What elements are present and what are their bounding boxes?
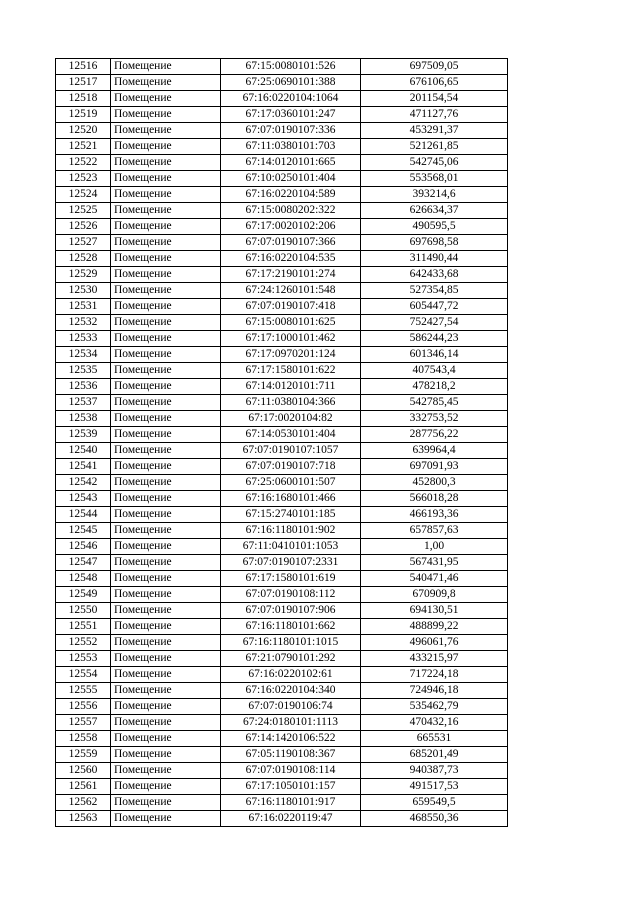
cadastral-number-cell: 67:17:1580101:619 [221, 571, 361, 587]
value-cell: 478218,2 [361, 379, 508, 395]
object-type-cell: Помещение [111, 731, 221, 747]
table-row [56, 235, 508, 251]
cadastral-number-cell: 67:25:0690101:388 [221, 75, 361, 91]
value-cell: 470432,16 [361, 715, 508, 731]
row-number-cell: 12532 [56, 315, 111, 331]
value-cell: 488899,22 [361, 619, 508, 635]
object-type-cell: Помещение [111, 171, 221, 187]
row-number-cell: 12541 [56, 459, 111, 475]
value-cell: 567431,95 [361, 555, 508, 571]
value-cell: 605447,72 [361, 299, 508, 315]
object-type-cell: Помещение [111, 635, 221, 651]
object-type-cell: Помещение [111, 299, 221, 315]
value-cell: 453291,37 [361, 123, 508, 139]
object-type-cell: Помещение [111, 491, 221, 507]
table-row [56, 91, 508, 107]
object-type-cell: Помещение [111, 139, 221, 155]
table-row [56, 699, 508, 715]
table-row [56, 219, 508, 235]
table-row [56, 347, 508, 363]
table-row [56, 283, 508, 299]
cadastral-number-cell: 67:24:0180101:1113 [221, 715, 361, 731]
value-cell: 311490,44 [361, 251, 508, 267]
cadastral-number-cell: 67:16:1180101:1015 [221, 635, 361, 651]
object-type-cell: Помещение [111, 267, 221, 283]
value-cell: 496061,76 [361, 635, 508, 651]
cadastral-number-cell: 67:07:0190107:336 [221, 123, 361, 139]
table-row [56, 731, 508, 747]
cadastral-number-cell: 67:11:0380104:366 [221, 395, 361, 411]
value-cell: 468550,36 [361, 811, 508, 827]
row-number-cell: 12529 [56, 267, 111, 283]
object-type-cell: Помещение [111, 507, 221, 523]
value-cell: 940387,73 [361, 763, 508, 779]
object-type-cell: Помещение [111, 651, 221, 667]
table-row [56, 331, 508, 347]
value-cell: 697698,58 [361, 235, 508, 251]
row-number-cell: 12517 [56, 75, 111, 91]
cadastral-number-cell: 67:16:0220102:61 [221, 667, 361, 683]
value-cell: 201154,54 [361, 91, 508, 107]
object-type-cell: Помещение [111, 75, 221, 91]
row-number-cell: 12533 [56, 331, 111, 347]
object-type-cell: Помещение [111, 203, 221, 219]
value-cell: 407543,4 [361, 363, 508, 379]
table-row [56, 779, 508, 795]
row-number-cell: 12526 [56, 219, 111, 235]
value-cell: 601346,14 [361, 347, 508, 363]
row-number-cell: 12516 [56, 59, 111, 75]
table-row [56, 795, 508, 811]
cadastral-number-cell: 67:16:0220104:589 [221, 187, 361, 203]
cadastral-number-cell: 67:14:1420106:522 [221, 731, 361, 747]
table-row [56, 155, 508, 171]
value-cell: 1,00 [361, 539, 508, 555]
table-row [56, 59, 508, 75]
row-number-cell: 12519 [56, 107, 111, 123]
object-type-cell: Помещение [111, 59, 221, 75]
cadastral-number-cell: 67:11:0380101:703 [221, 139, 361, 155]
cadastral-number-cell: 67:17:0970201:124 [221, 347, 361, 363]
cadastral-number-cell: 67:17:0020104:82 [221, 411, 361, 427]
object-type-cell: Помещение [111, 283, 221, 299]
table-row [56, 443, 508, 459]
value-cell: 694130,51 [361, 603, 508, 619]
row-number-cell: 12524 [56, 187, 111, 203]
table-row [56, 539, 508, 555]
value-cell: 639964,4 [361, 443, 508, 459]
row-number-cell: 12535 [56, 363, 111, 379]
cadastral-number-cell: 67:07:0190107:2331 [221, 555, 361, 571]
object-type-cell: Помещение [111, 795, 221, 811]
row-number-cell: 12552 [56, 635, 111, 651]
value-cell: 466193,36 [361, 507, 508, 523]
object-type-cell: Помещение [111, 123, 221, 139]
cadastral-number-cell: 67:24:1260101:548 [221, 283, 361, 299]
value-cell: 586244,23 [361, 331, 508, 347]
row-number-cell: 12549 [56, 587, 111, 603]
cadastral-number-cell: 67:14:0530101:404 [221, 427, 361, 443]
row-number-cell: 12548 [56, 571, 111, 587]
property-table-body [56, 59, 508, 827]
table-row [56, 475, 508, 491]
object-type-cell: Помещение [111, 251, 221, 267]
value-cell: 452800,3 [361, 475, 508, 491]
table-row [56, 459, 508, 475]
table-row [56, 523, 508, 539]
row-number-cell: 12521 [56, 139, 111, 155]
table-row [56, 299, 508, 315]
value-cell: 433215,97 [361, 651, 508, 667]
row-number-cell: 12546 [56, 539, 111, 555]
cadastral-number-cell: 67:15:0080101:625 [221, 315, 361, 331]
cadastral-number-cell: 67:14:0120101:711 [221, 379, 361, 395]
row-number-cell: 12525 [56, 203, 111, 219]
row-number-cell: 12523 [56, 171, 111, 187]
object-type-cell: Помещение [111, 571, 221, 587]
table-row [56, 507, 508, 523]
object-type-cell: Помещение [111, 155, 221, 171]
object-type-cell: Помещение [111, 603, 221, 619]
table-row [56, 395, 508, 411]
table-row [56, 555, 508, 571]
table-row [56, 267, 508, 283]
object-type-cell: Помещение [111, 715, 221, 731]
row-number-cell: 12558 [56, 731, 111, 747]
cadastral-number-cell: 67:16:0220119:47 [221, 811, 361, 827]
row-number-cell: 12545 [56, 523, 111, 539]
table-row [56, 635, 508, 651]
value-cell: 642433,68 [361, 267, 508, 283]
object-type-cell: Помещение [111, 331, 221, 347]
cadastral-number-cell: 67:25:0600101:507 [221, 475, 361, 491]
table-row [56, 667, 508, 683]
row-number-cell: 12557 [56, 715, 111, 731]
object-type-cell: Помещение [111, 235, 221, 251]
row-number-cell: 12561 [56, 779, 111, 795]
row-number-cell: 12528 [56, 251, 111, 267]
table-row [56, 603, 508, 619]
row-number-cell: 12554 [56, 667, 111, 683]
value-cell: 490595,5 [361, 219, 508, 235]
value-cell: 685201,49 [361, 747, 508, 763]
value-cell: 527354,85 [361, 283, 508, 299]
row-number-cell: 12562 [56, 795, 111, 811]
object-type-cell: Помещение [111, 459, 221, 475]
value-cell: 553568,01 [361, 171, 508, 187]
table-row [56, 715, 508, 731]
row-number-cell: 12538 [56, 411, 111, 427]
object-type-cell: Помещение [111, 475, 221, 491]
row-number-cell: 12542 [56, 475, 111, 491]
cadastral-number-cell: 67:07:0190107:418 [221, 299, 361, 315]
row-number-cell: 12555 [56, 683, 111, 699]
object-type-cell: Помещение [111, 427, 221, 443]
row-number-cell: 12537 [56, 395, 111, 411]
value-cell: 566018,28 [361, 491, 508, 507]
row-number-cell: 12520 [56, 123, 111, 139]
table-row [56, 683, 508, 699]
table-row [56, 619, 508, 635]
object-type-cell: Помещение [111, 347, 221, 363]
value-cell: 491517,53 [361, 779, 508, 795]
property-table [55, 58, 508, 827]
row-number-cell: 12553 [56, 651, 111, 667]
row-number-cell: 12530 [56, 283, 111, 299]
table-row [56, 587, 508, 603]
table-row [56, 315, 508, 331]
value-cell: 676106,65 [361, 75, 508, 91]
object-type-cell: Помещение [111, 667, 221, 683]
value-cell: 535462,79 [361, 699, 508, 715]
table-row [56, 123, 508, 139]
cadastral-number-cell: 67:16:1180101:917 [221, 795, 361, 811]
cadastral-number-cell: 67:16:1180101:902 [221, 523, 361, 539]
table-row [56, 427, 508, 443]
cadastral-number-cell: 67:17:1580101:622 [221, 363, 361, 379]
object-type-cell: Помещение [111, 187, 221, 203]
row-number-cell: 12518 [56, 91, 111, 107]
cadastral-number-cell: 67:07:0190107:366 [221, 235, 361, 251]
value-cell: 752427,54 [361, 315, 508, 331]
value-cell: 657857,63 [361, 523, 508, 539]
object-type-cell: Помещение [111, 763, 221, 779]
cadastral-number-cell: 67:07:0190107:906 [221, 603, 361, 619]
table-row [56, 363, 508, 379]
table-row [56, 571, 508, 587]
cadastral-number-cell: 67:11:0410101:1053 [221, 539, 361, 555]
object-type-cell: Помещение [111, 107, 221, 123]
value-cell: 626634,37 [361, 203, 508, 219]
table-row [56, 411, 508, 427]
table-row [56, 107, 508, 123]
object-type-cell: Помещение [111, 683, 221, 699]
row-number-cell: 12550 [56, 603, 111, 619]
object-type-cell: Помещение [111, 443, 221, 459]
table-row [56, 187, 508, 203]
cadastral-number-cell: 67:16:0220104:1064 [221, 91, 361, 107]
cadastral-number-cell: 67:15:0080202:322 [221, 203, 361, 219]
row-number-cell: 12559 [56, 747, 111, 763]
cadastral-number-cell: 67:07:0190108:114 [221, 763, 361, 779]
table-row [56, 491, 508, 507]
cadastral-number-cell: 67:07:0190106:74 [221, 699, 361, 715]
value-cell: 393214,6 [361, 187, 508, 203]
row-number-cell: 12551 [56, 619, 111, 635]
object-type-cell: Помещение [111, 587, 221, 603]
cadastral-number-cell: 67:21:0790101:292 [221, 651, 361, 667]
cadastral-number-cell: 67:05:1190108:367 [221, 747, 361, 763]
object-type-cell: Помещение [111, 363, 221, 379]
object-type-cell: Помещение [111, 91, 221, 107]
value-cell: 697091,93 [361, 459, 508, 475]
value-cell: 670909,8 [361, 587, 508, 603]
object-type-cell: Помещение [111, 699, 221, 715]
cadastral-number-cell: 67:14:0120101:665 [221, 155, 361, 171]
value-cell: 542785,45 [361, 395, 508, 411]
value-cell: 332753,52 [361, 411, 508, 427]
table-row [56, 171, 508, 187]
value-cell: 665531 [361, 731, 508, 747]
object-type-cell: Помещение [111, 379, 221, 395]
object-type-cell: Помещение [111, 779, 221, 795]
cadastral-number-cell: 67:16:1680101:466 [221, 491, 361, 507]
row-number-cell: 12544 [56, 507, 111, 523]
table-row [56, 139, 508, 155]
value-cell: 697509,05 [361, 59, 508, 75]
object-type-cell: Помещение [111, 811, 221, 827]
table-row [56, 811, 508, 827]
cadastral-number-cell: 67:17:0360101:247 [221, 107, 361, 123]
table-row [56, 251, 508, 267]
cadastral-number-cell: 67:10:0250101:404 [221, 171, 361, 187]
cadastral-number-cell: 67:07:0190107:1057 [221, 443, 361, 459]
cadastral-number-cell: 67:16:1180101:662 [221, 619, 361, 635]
cadastral-number-cell: 67:17:1000101:462 [221, 331, 361, 347]
cadastral-number-cell: 67:15:0080101:526 [221, 59, 361, 75]
object-type-cell: Помещение [111, 619, 221, 635]
object-type-cell: Помещение [111, 395, 221, 411]
cadastral-number-cell: 67:07:0190108:112 [221, 587, 361, 603]
value-cell: 659549,5 [361, 795, 508, 811]
value-cell: 724946,18 [361, 683, 508, 699]
object-type-cell: Помещение [111, 219, 221, 235]
row-number-cell: 12540 [56, 443, 111, 459]
row-number-cell: 12556 [56, 699, 111, 715]
value-cell: 540471,46 [361, 571, 508, 587]
value-cell: 287756,22 [361, 427, 508, 443]
object-type-cell: Помещение [111, 523, 221, 539]
object-type-cell: Помещение [111, 315, 221, 331]
cadastral-number-cell: 67:15:2740101:185 [221, 507, 361, 523]
value-cell: 542745,06 [361, 155, 508, 171]
table-row [56, 203, 508, 219]
row-number-cell: 12522 [56, 155, 111, 171]
row-number-cell: 12531 [56, 299, 111, 315]
value-cell: 717224,18 [361, 667, 508, 683]
object-type-cell: Помещение [111, 747, 221, 763]
table-row [56, 763, 508, 779]
value-cell: 471127,76 [361, 107, 508, 123]
cadastral-number-cell: 67:16:0220104:340 [221, 683, 361, 699]
row-number-cell: 12547 [56, 555, 111, 571]
table-row [56, 75, 508, 91]
row-number-cell: 12539 [56, 427, 111, 443]
object-type-cell: Помещение [111, 555, 221, 571]
cadastral-number-cell: 67:16:0220104:535 [221, 251, 361, 267]
row-number-cell: 12560 [56, 763, 111, 779]
cadastral-number-cell: 67:17:0020102:206 [221, 219, 361, 235]
cadastral-number-cell: 67:07:0190107:718 [221, 459, 361, 475]
cadastral-number-cell: 67:17:2190101:274 [221, 267, 361, 283]
object-type-cell: Помещение [111, 411, 221, 427]
value-cell: 521261,85 [361, 139, 508, 155]
object-type-cell: Помещение [111, 539, 221, 555]
table-row [56, 747, 508, 763]
row-number-cell: 12543 [56, 491, 111, 507]
row-number-cell: 12536 [56, 379, 111, 395]
table-row [56, 651, 508, 667]
row-number-cell: 12563 [56, 811, 111, 827]
cadastral-number-cell: 67:17:1050101:157 [221, 779, 361, 795]
row-number-cell: 12534 [56, 347, 111, 363]
table-row [56, 379, 508, 395]
row-number-cell: 12527 [56, 235, 111, 251]
